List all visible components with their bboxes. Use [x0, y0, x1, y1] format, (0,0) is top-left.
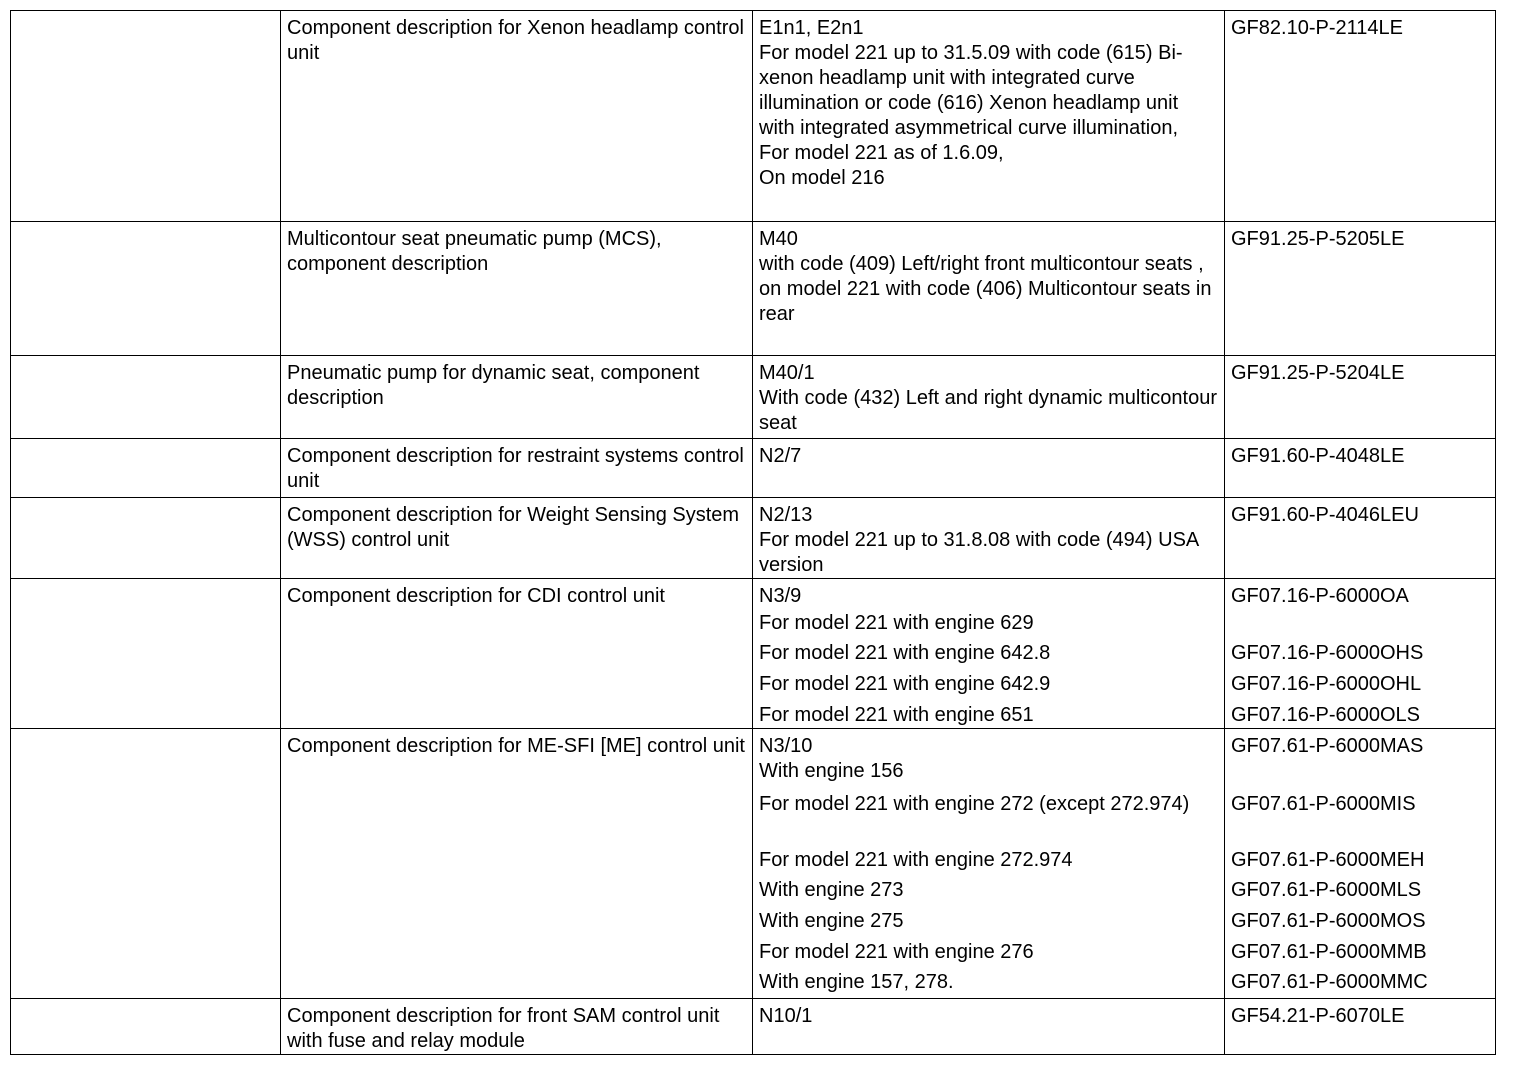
designation-note: For model 221 as of 1.6.09, [759, 142, 1004, 164]
reference-cell [1225, 999, 1496, 1055]
document-reference-link[interactable]: GF91.25-P-5204LE [1231, 362, 1405, 384]
designation-code: M40/1 [759, 362, 815, 384]
designation-note: With code (432) Left and right dynamic multicontour seat [759, 387, 1217, 434]
designation-cell [753, 729, 1225, 999]
document-reference-link[interactable]: GF91.60-P-4048LE [1231, 445, 1405, 467]
designation-note: For model 221 with engine 276 [759, 941, 1034, 963]
description-cell [281, 498, 753, 579]
designation-note: With engine 275 [759, 910, 904, 932]
description-cell [281, 579, 753, 729]
document-reference-link[interactable]: GF91.25-P-5205LE [1231, 228, 1405, 250]
designation-cell [753, 222, 1225, 356]
description-cell [281, 222, 753, 356]
designation-cell [753, 498, 1225, 579]
table-row [11, 356, 1496, 439]
table-row [11, 11, 1496, 222]
designation-note: For model 221 with engine 651 [759, 704, 1034, 726]
table-row [11, 579, 1496, 729]
description-cell [281, 999, 753, 1055]
description-cell [281, 729, 753, 999]
blank-cell [11, 579, 281, 729]
document-reference-link[interactable]: GF07.16-P-6000OHL [1231, 673, 1422, 695]
table-row [11, 999, 1496, 1055]
designation-code: N3/10 [759, 735, 813, 757]
blank-cell [11, 439, 281, 498]
designation-note: on model 221 with code (406) Multicontour seats in rear [759, 278, 1212, 325]
designation-cell [753, 999, 1225, 1055]
designation-note: With engine 156 [759, 760, 904, 782]
document-reference-link[interactable]: GF07.61-P-6000MEH [1231, 849, 1425, 871]
designation-note: With engine 273 [759, 879, 904, 901]
reference-cell [1225, 439, 1496, 498]
description-text: Component description for ME-SFI [ME] control unit [287, 735, 745, 757]
document-sheet [10, 10, 1496, 1055]
document-reference-link[interactable]: GF07.61-P-6000MMB [1231, 941, 1427, 963]
document-reference-link[interactable]: GF82.10-P-2114LE [1231, 17, 1403, 39]
designation-code: M40 [759, 228, 798, 250]
blank-cell [11, 729, 281, 999]
designation-cell [753, 439, 1225, 498]
designation-cell [753, 579, 1225, 729]
designation-note: For model 221 with engine 272.974 [759, 849, 1073, 871]
designation-code: N10/1 [759, 1005, 813, 1027]
empty-reference [1231, 759, 1489, 792]
blank-cell [11, 999, 281, 1055]
component-table [10, 10, 1496, 1055]
document-reference-link[interactable]: GF07.16-P-6000OHS [1231, 642, 1424, 664]
reference-cell [1225, 356, 1496, 439]
blank-cell [11, 356, 281, 439]
description-text: Pneumatic pump for dynamic seat, component description [287, 362, 700, 409]
designation-note: On model 216 [759, 167, 885, 189]
designation-code: N2/13 [759, 504, 813, 526]
reference-cell [1225, 579, 1496, 729]
table-row [11, 439, 1496, 498]
description-text: Component description for CDI control unit [287, 585, 665, 607]
designation-note: For model 221 up to 31.8.08 with code (494) USA version [759, 529, 1199, 576]
designation-note: For model 221 with engine 629 [759, 612, 1034, 634]
designation-code: E1n1, E2n1 [759, 17, 864, 39]
description-text: Component description for restraint systems control unit [287, 445, 744, 492]
document-reference-link[interactable]: GF07.61-P-6000MMC [1231, 971, 1428, 993]
designation-cell [753, 356, 1225, 439]
document-reference-link[interactable]: GF07.61-P-6000MIS [1231, 793, 1416, 815]
designation-code: N3/9 [759, 585, 802, 607]
reference-cell [1225, 11, 1496, 222]
description-text: Component description for front SAM control unit with fuse and relay module [287, 1005, 720, 1052]
designation-note: For model 221 with engine 642.8 [759, 642, 1051, 664]
description-cell [281, 356, 753, 439]
designation-note: For model 221 with engine 272 (except 272.974) [759, 793, 1190, 815]
reference-cell [1225, 729, 1496, 999]
description-cell [281, 439, 753, 498]
designation-note: with code (409) Left/right front multicontour seats , [759, 253, 1204, 275]
designation-note: For model 221 with engine 642.9 [759, 673, 1051, 695]
document-reference-link[interactable]: GF07.61-P-6000MLS [1231, 879, 1422, 901]
designation-note: With engine 157, 278. [759, 971, 954, 993]
table-row [11, 498, 1496, 579]
document-reference-link[interactable]: GF07.61-P-6000MAS [1231, 735, 1424, 757]
blank-cell [11, 222, 281, 356]
designation-note: For model 221 up to 31.5.09 with code (615) Bi-xenon headlamp unit with integrated curve illumination or code (616) Xenon headlamp unit with integrated asymmetrical curve illumination, [759, 42, 1183, 139]
document-reference-link[interactable]: GF07.16-P-6000OA [1231, 585, 1409, 607]
empty-reference [1231, 611, 1489, 641]
document-reference-link[interactable]: GF54.21-P-6070LE [1231, 1005, 1405, 1027]
document-reference-link[interactable]: GF07.16-P-6000OLS [1231, 704, 1420, 726]
description-text: Component description for Xenon headlamp control unit [287, 17, 744, 64]
table-row [11, 729, 1496, 999]
designation-cell [753, 11, 1225, 222]
description-text: Multicontour seat pneumatic pump (MCS), component description [287, 228, 662, 275]
reference-cell [1225, 498, 1496, 579]
blank-cell [11, 498, 281, 579]
document-reference-link[interactable]: GF07.61-P-6000MOS [1231, 910, 1426, 932]
designation-code: N2/7 [759, 445, 802, 467]
document-reference-link[interactable]: GF91.60-P-4046LEU [1231, 504, 1419, 526]
table-row [11, 222, 1496, 356]
description-cell [281, 11, 753, 222]
reference-cell [1225, 222, 1496, 356]
description-text: Component description for Weight Sensing System (WSS) control unit [287, 504, 740, 551]
blank-cell [11, 11, 281, 222]
